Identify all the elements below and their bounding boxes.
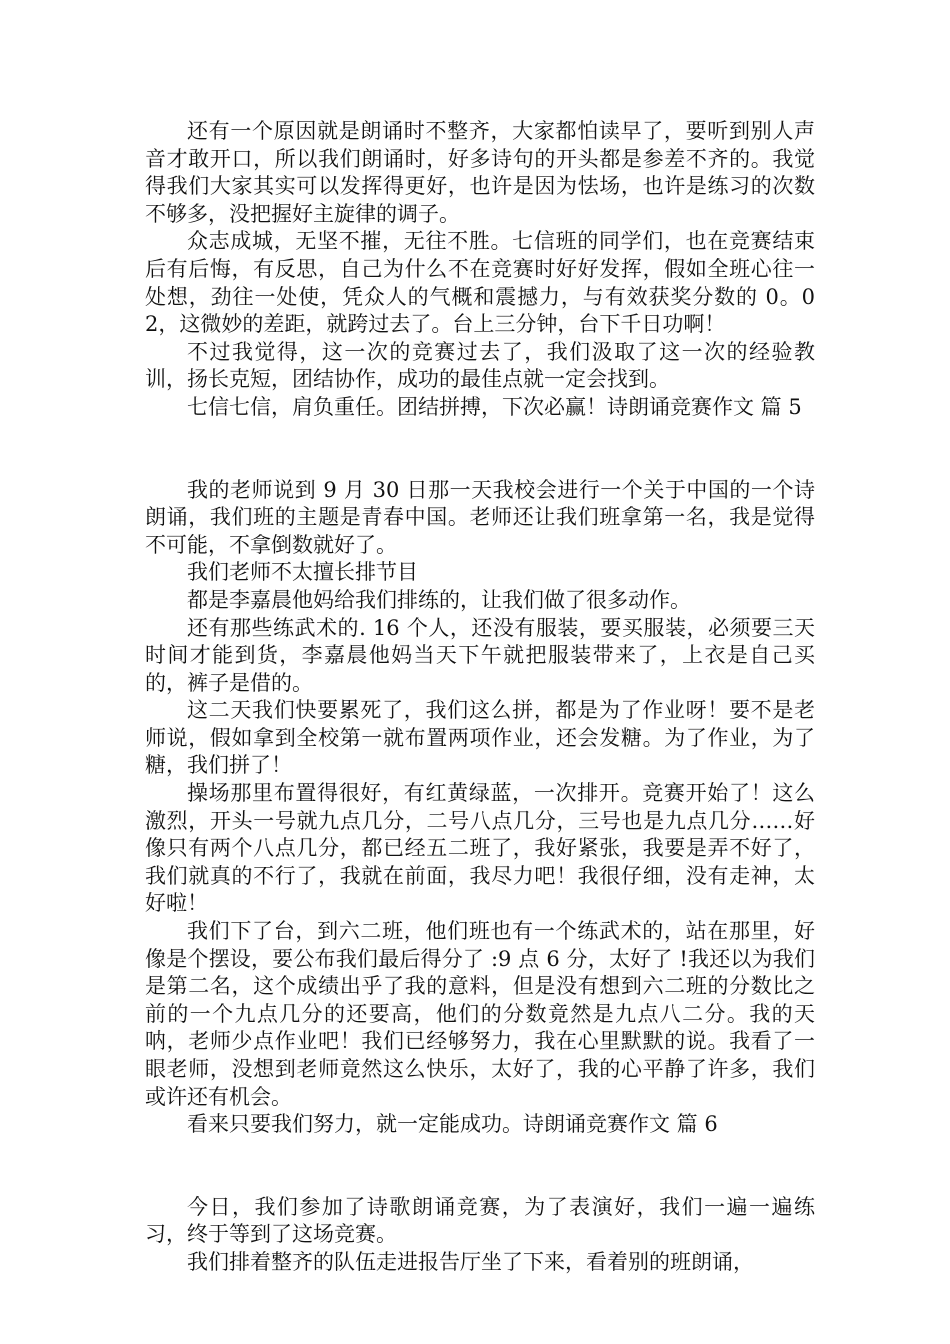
paragraph: 今日，我们参加了诗歌朗诵竞赛，为了表演好，我们一遍一遍练习，终于等到了这场竞赛。 [145, 1194, 815, 1247]
paragraph: 还有那些练武术的. 16 个人，还没有服装，要买服装，必须要三天时间才能到货，李嘉晨他妈当天下午就把服装带来了，上衣是自己买的，裤子是借的。 [145, 615, 815, 695]
paragraph: 不过我觉得，这一次的竞赛过去了，我们汲取了这一次的经验教训，扬长克短，团结协作，成功的最佳点就一定会找到。 [145, 339, 815, 392]
paragraph: 我们老师不太擅长排节目 [187, 560, 418, 585]
paragraph: 我们下了台，到六二班，他们班也有一个练武术的，站在那里，好像是个摆设，要公布我们最后得分了 :9 点 6 分，太好了 !我还以为我们是第二名，这个成绩出乎了我的意料，但是没有想到六二班的分数比之前的一个九点几分的还要高，他们的分数竟然是九点八二分。我的天呐，老师少点作业吧！我们已经够努力，我在心里默默的说。我看了一眼老师，没想到老师竟然这么快乐，太好了，我的心平静了许多，我们或许还有机会。 [145, 919, 815, 1109]
paragraph: 操场那里布置得很好，有红黄绿蓝，一次排开。竞赛开始了！这么激烈，开头一号就九点几分，二号八点几分，三号也是九点几分……好像只有两个八点几分，都已经五二班了，我好紧张，我要是弄不好了，我们就真的不行了，我就在前面，我尽力吧！我很仔细，没有走神，太好啦！ [145, 781, 815, 916]
section-gap [145, 422, 815, 477]
paragraph-with-section-heading: 看来只要我们努力，就一定能成功。诗朗诵竞赛作文 篇 6 [187, 1112, 718, 1137]
paragraph: 众志成城，无坚不摧，无往不胜。七信班的同学们，也在竞赛结束后有后悔，有反思，自己为什么不在竞赛时好好发挥，假如全班心往一处想，劲往一处使，凭众人的气概和震撼力，与有效获奖分数的 0。02，这微妙的差距，就跨过去了。台上三分钟，台下千日功啊！ [145, 229, 815, 337]
paragraph: 我的老师说到 9 月 30 日那一天我校会进行一个关于中国的一个诗朗诵，我们班的主题是青春中国。老师还让我们班拿第一名，我是觉得不可能，不拿倒数就好了。 [145, 477, 815, 557]
paragraph: 都是李嘉晨他妈给我们排练的，让我们做了很多动作。 [187, 587, 691, 612]
paragraph: 还有一个原因就是朗诵时不整齐，大家都怕读早了，要听到别人声音才敢开口，所以我们朗诵时，好多诗句的开头都是参差不齐的。我觉得我们大家其实可以发挥得更好，也许是因为怯场，也许是练习的次数不够多，没把握好主旋律的调子。 [145, 119, 815, 226]
section-gap [145, 1139, 815, 1194]
paragraph: 我们排着整齐的队伍走进报告厅坐了下来，看着别的班朗诵， [187, 1249, 754, 1274]
paragraph-with-section-heading: 七信七信，肩负重任。团结拼搏，下次必赢！诗朗诵竞赛作文 篇 5 [187, 394, 802, 419]
paragraph: 这二天我们快要累死了，我们这么拼，都是为了作业呀！要不是老师说，假如拿到全校第一就布置两项作业，还会发糖。为了作业，为了糖，我们拼了！ [145, 698, 815, 778]
document-body [145, 118, 815, 1277]
